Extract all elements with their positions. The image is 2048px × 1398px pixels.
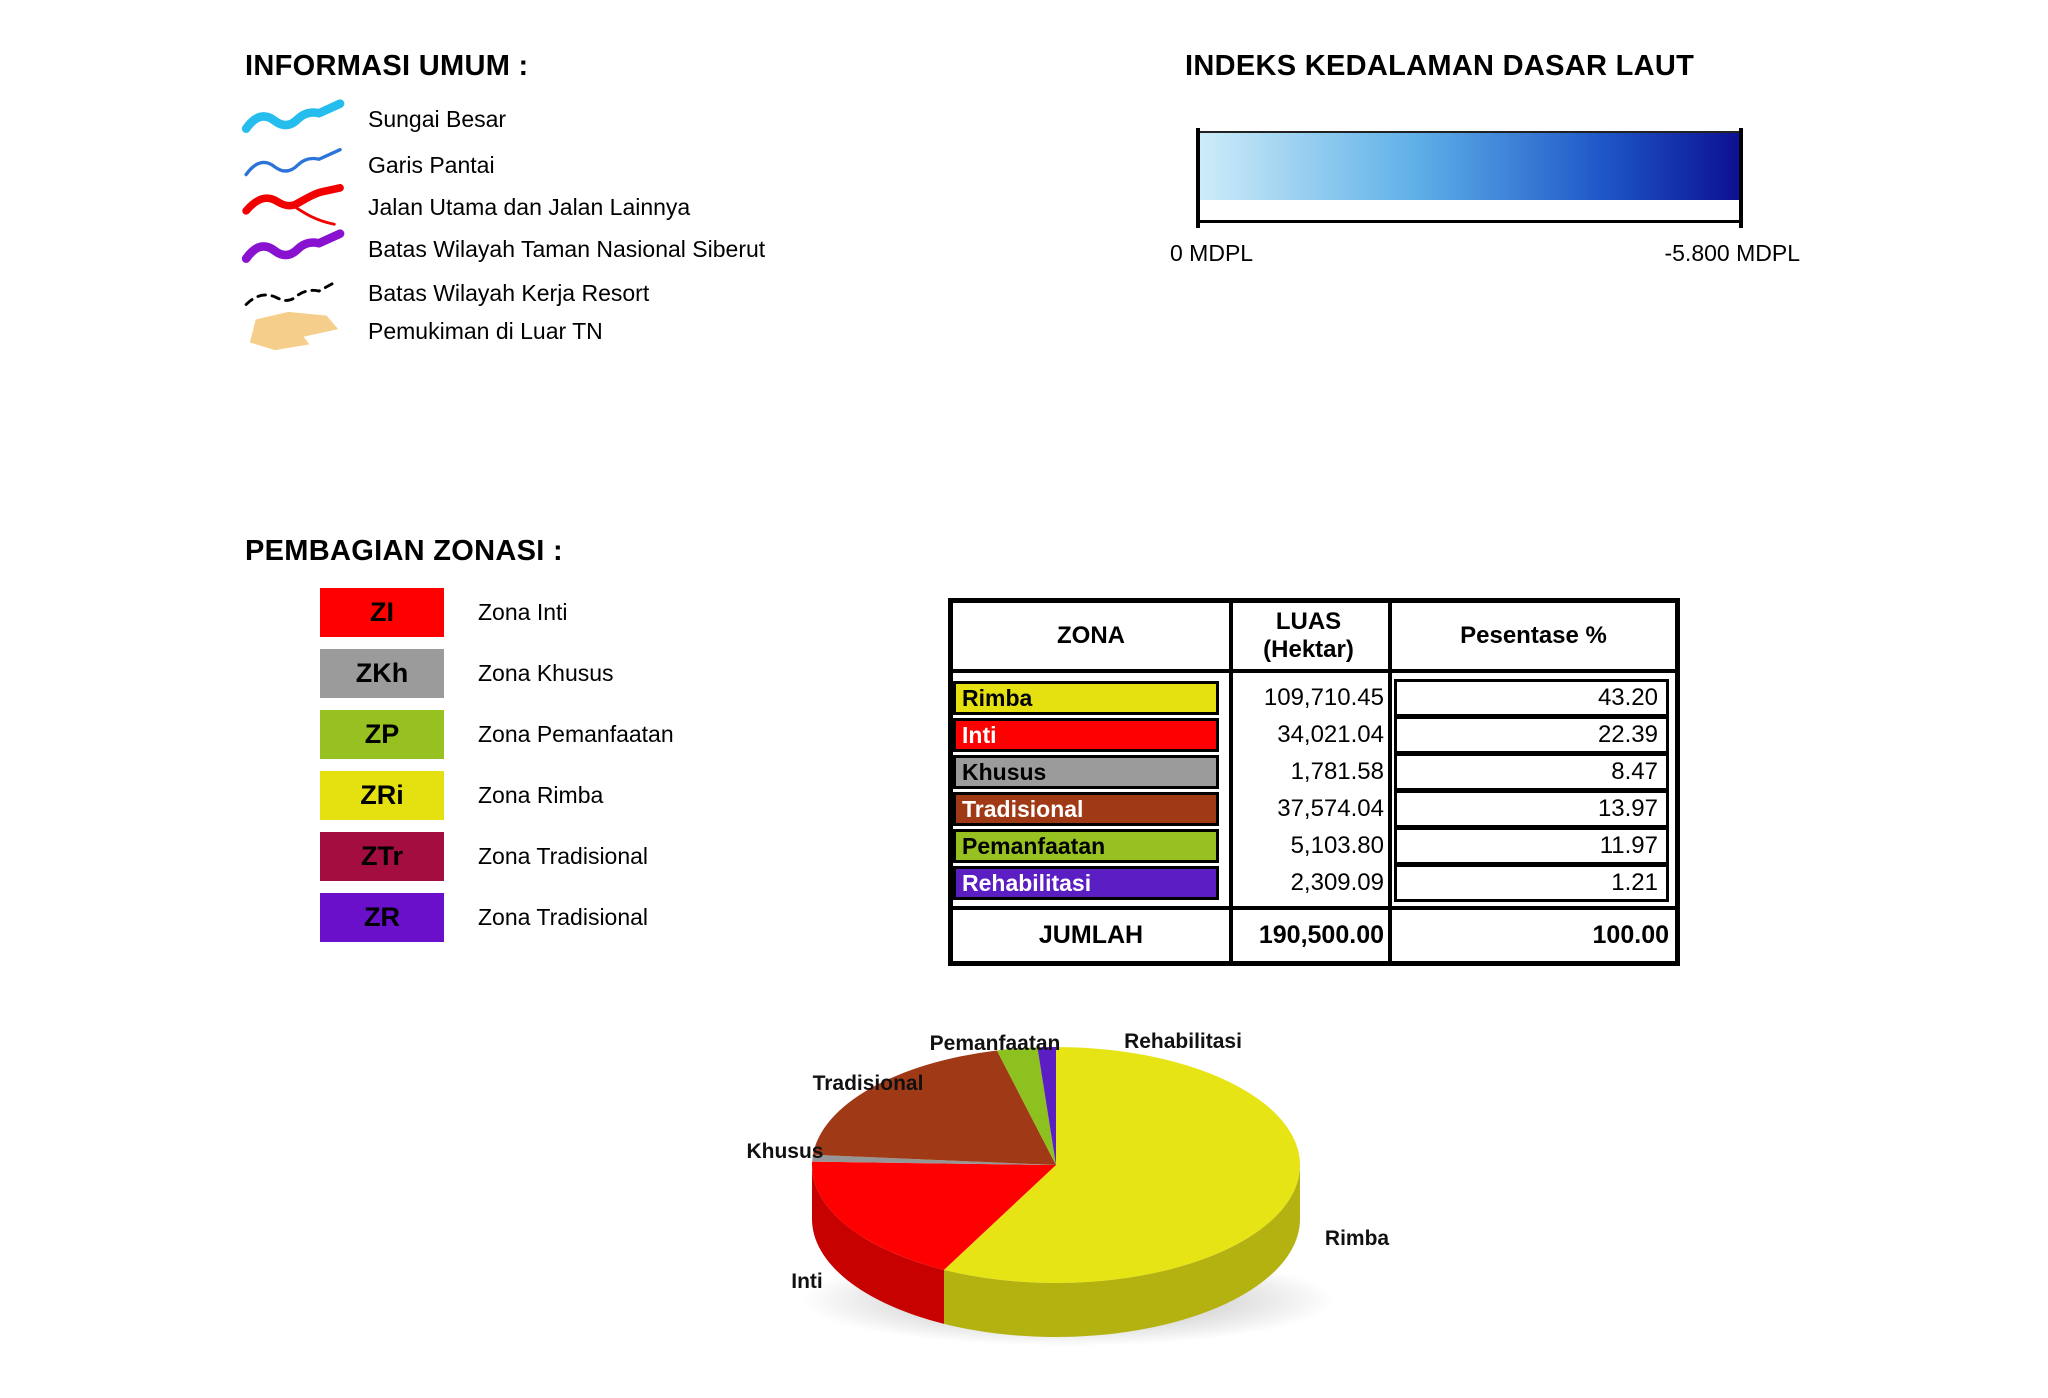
- luas-cell: 1,781.58: [1290, 758, 1384, 785]
- legend-item-label: Batas Wilayah Taman Nasional Siberut: [368, 236, 766, 262]
- legend-item-label: Pemukiman di Luar TN: [368, 318, 603, 344]
- zone-cell-khusus: Khusus: [953, 755, 1219, 789]
- zone-swatch: ZKh: [320, 649, 444, 698]
- depth-scale-baseline: [1196, 220, 1743, 223]
- zone-cell-inti: Inti: [953, 718, 1219, 752]
- table-header-luas: [1233, 603, 1384, 674]
- pct-cell: 43.20: [1394, 679, 1669, 717]
- pct-cell: 1.21: [1394, 864, 1669, 902]
- total-pct-cell: 100.00: [1592, 921, 1669, 949]
- legend-item-jalan-utama: [240, 184, 880, 230]
- zoning-item-ztr: [320, 832, 880, 881]
- table-header-luas-line2: (Hektar): [1263, 636, 1354, 663]
- zoning-item-zr: [320, 893, 880, 942]
- zoning-title: PEMBAGIAN ZONASI :: [245, 535, 563, 567]
- zone-cell-rimba: Rimba: [953, 681, 1219, 715]
- pct-cell: 8.47: [1394, 753, 1669, 791]
- legend-item-garis-pantai: [240, 142, 880, 188]
- pie-label-pemanfaatan: Pemanfaatan: [929, 1032, 1061, 1055]
- zonasi-pie-chart-canvas: [620, 980, 1520, 1393]
- thin-wavy-line-icon: [240, 142, 350, 188]
- depth-scale-bar: [1196, 128, 1743, 228]
- zonasi-pie-chart: [620, 980, 1520, 1393]
- legend-item-pemukiman: [240, 308, 880, 354]
- zone-label: Zona Rimba: [478, 782, 604, 808]
- legend-item-label: Jalan Utama dan Jalan Lainnya: [368, 194, 691, 220]
- zone-cell-rehabilitasi: Rehabilitasi: [953, 866, 1219, 900]
- pct-cell: 22.39: [1394, 716, 1669, 754]
- depth-gradient-ramp: [1200, 131, 1739, 200]
- depth-max-label: -5.800 MDPL: [1664, 240, 1800, 266]
- legend-item-label: Garis Pantai: [368, 152, 495, 178]
- depth-scale-right-tick: [1739, 128, 1743, 228]
- zone-label: Zona Pemanfaatan: [478, 721, 674, 747]
- pie-label-rehabilitasi: Rehabilitasi: [1124, 1030, 1242, 1053]
- zone-swatch: ZR: [320, 893, 444, 942]
- zone-cell-tradisional: Tradisional: [953, 792, 1219, 826]
- zone-cell-pemanfaatan: Pemanfaatan: [953, 829, 1219, 863]
- luas-cell: 109,710.45: [1263, 684, 1384, 711]
- zone-swatch: ZI: [320, 588, 444, 637]
- table-header-luas-line1: LUAS: [1275, 608, 1342, 635]
- pie-label-tradisional: Tradisional: [812, 1072, 924, 1095]
- luas-cell: 5,103.80: [1290, 832, 1384, 859]
- table-header-zona: ZONA: [1057, 622, 1125, 649]
- legend-item-label: Batas Wilayah Kerja Resort: [368, 280, 650, 306]
- general-info-title: INFORMASI UMUM :: [245, 50, 529, 82]
- zoning-item-zri: [320, 771, 880, 820]
- pie-label-khusus: Khusus: [746, 1140, 824, 1163]
- zone-label: Zona Khusus: [478, 660, 614, 686]
- pie-label-inti: Inti: [791, 1270, 823, 1293]
- luas-cell: 34,021.04: [1277, 721, 1384, 748]
- zoning-item-zkh: [320, 649, 880, 698]
- zone-swatch: ZRi: [320, 771, 444, 820]
- zone-area-table: [948, 598, 1680, 966]
- pct-cell: 13.97: [1394, 790, 1669, 828]
- table-header-rule: [953, 669, 1675, 673]
- total-luas-cell: 190,500.00: [1258, 921, 1384, 949]
- zone-label: Zona Tradisional: [478, 904, 649, 930]
- thick-wavy-line-icon: [240, 96, 350, 142]
- zone-label: Zona Inti: [478, 599, 568, 625]
- depth-index-title: INDEKS KEDALAMAN DASAR LAUT: [1185, 50, 1695, 82]
- legend-item-batas-taman-nasional: [240, 226, 880, 272]
- road-fork-line-icon: [240, 184, 350, 230]
- total-label-cell: JUMLAH: [1038, 921, 1144, 949]
- zone-swatch: ZP: [320, 710, 444, 759]
- zone-swatch: ZTr: [320, 832, 444, 881]
- luas-cell: 37,574.04: [1277, 795, 1384, 822]
- pct-cell: 11.97: [1394, 827, 1669, 865]
- zone-label: Zona Tradisional: [478, 843, 649, 869]
- depth-min-label: 0 MDPL: [1170, 240, 1254, 266]
- luas-cell: 2,309.09: [1290, 869, 1384, 896]
- pie-label-rimba: Rimba: [1324, 1227, 1390, 1250]
- legend-item-sungai-besar: [240, 96, 880, 142]
- legend-item-label: Sungai Besar: [368, 106, 507, 132]
- table-header-pct: Pesentase %: [1460, 622, 1607, 649]
- zoning-item-zi: [320, 588, 880, 637]
- polygon-patch-icon: [240, 308, 350, 354]
- zoning-item-zp: [320, 710, 880, 759]
- thick-wavy-line-icon: [240, 226, 350, 272]
